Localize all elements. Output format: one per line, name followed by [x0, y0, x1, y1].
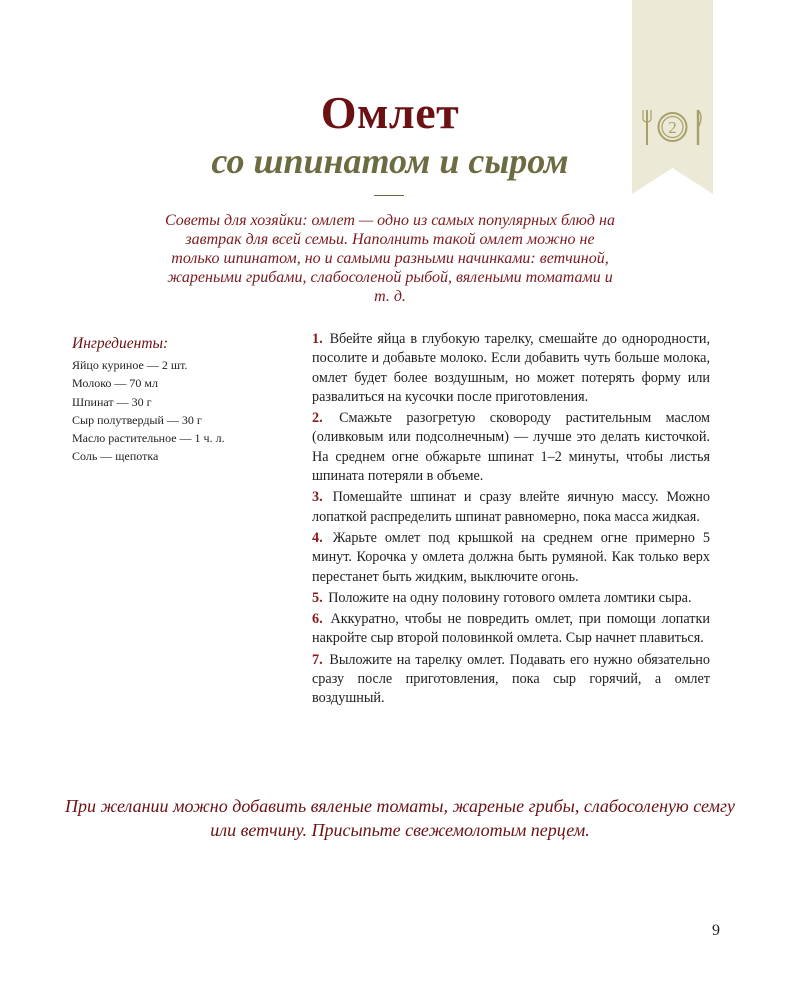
- step-text: Жарьте омлет под крышкой на среднем огне примерно 5 минут. Корочка у омлета должна быть румяной. Как только верх перестанет быть жидким, выключите огонь.: [312, 529, 711, 585]
- ingredient-item: Молоко — 70 мл: [72, 376, 159, 391]
- step-number: 1.: [312, 331, 323, 347]
- step-number: 3.: [312, 489, 323, 506]
- ingredient-item: Шпинат — 30 г: [72, 394, 152, 409]
- step-text: Смажьте разогретую сковороду растительным маслом (оливковым или подсолнечным) — лучше это делать кисточкой. На среднем огне обжарьте шпинат 1–2 минуты, чтобы листья шпината потеряли в объеме.: [312, 410, 710, 485]
- step-7: [312, 651, 710, 709]
- step-number: 5.: [312, 589, 323, 606]
- step-3: [312, 488, 710, 527]
- step-text: Положите на одну половину готового омлета ломтики сыра.: [328, 589, 692, 606]
- ingredient-item: Сыр полутвердый — 30 г: [72, 412, 202, 427]
- recipe-title: Омлет: [320, 87, 460, 138]
- hostess-tips: Советы для хозяйки: омлет — одно из самых популярных блюд на завтрак для всей семьи. Наполнить такой омлет можно не только шпинатом, но и самыми разными начинками: ветчиной, жареными грибами, слабосоленой рыбой, вялеными томатами и т. д.: [165, 212, 615, 305]
- steps-block: [312, 330, 710, 711]
- step-4: [312, 529, 710, 587]
- title-divider: [374, 195, 404, 196]
- page-number: 9: [712, 922, 720, 939]
- step-6: [312, 610, 710, 649]
- step-number: 2.: [312, 410, 323, 427]
- step-text: Выложите на тарелку омлет. Подавать его нужно обязательно сразу после приготовления, пока сыр горячий, а омлет воздушный.: [312, 651, 710, 707]
- step-number: 4.: [312, 529, 323, 546]
- ingredients-block: [72, 335, 292, 466]
- step-2: [312, 409, 710, 486]
- serving-note: При желании можно добавить вяленые томаты, жареные грибы, слабосоленую семгу или ветчину. Присыпьте свежемолотым перцем.: [64, 796, 736, 840]
- step-number: 6.: [312, 611, 323, 628]
- ingredients-heading: Ингредиенты:: [72, 335, 169, 352]
- ingredient-item: Соль — щепотка: [72, 449, 159, 464]
- step-number: 7.: [312, 651, 323, 668]
- step-text: Вбейте яйца в глубокую тарелку, смешайте до однородности, посолите и добавьте молоко. Если добавить чуть больше молока, омлет будет более воздушным, но может потерять форму или развалиться на кусочки после приготовления.: [312, 331, 710, 405]
- step-1: [312, 330, 710, 407]
- step-text: Аккуратно, чтобы не повредить омлет, при помощи лопатки накройте сыр второй половинкой омлета. Сыр начнет плавиться.: [312, 611, 710, 647]
- step-text: Помешайте шпинат и сразу влейте яичную массу. Можно лопаткой распределить шпинат равномерно, пока масса жидкая.: [312, 489, 710, 525]
- step-5: [312, 589, 710, 608]
- chapter-number: 2: [668, 118, 677, 137]
- ingredient-item: Масло растительное — 1 ч. л.: [72, 431, 225, 446]
- recipe-subtitle: со шпинатом и сыром: [211, 141, 569, 181]
- ingredients-list: [72, 356, 292, 466]
- ingredient-item: Яйцо куриное — 2 шт.: [72, 358, 188, 372]
